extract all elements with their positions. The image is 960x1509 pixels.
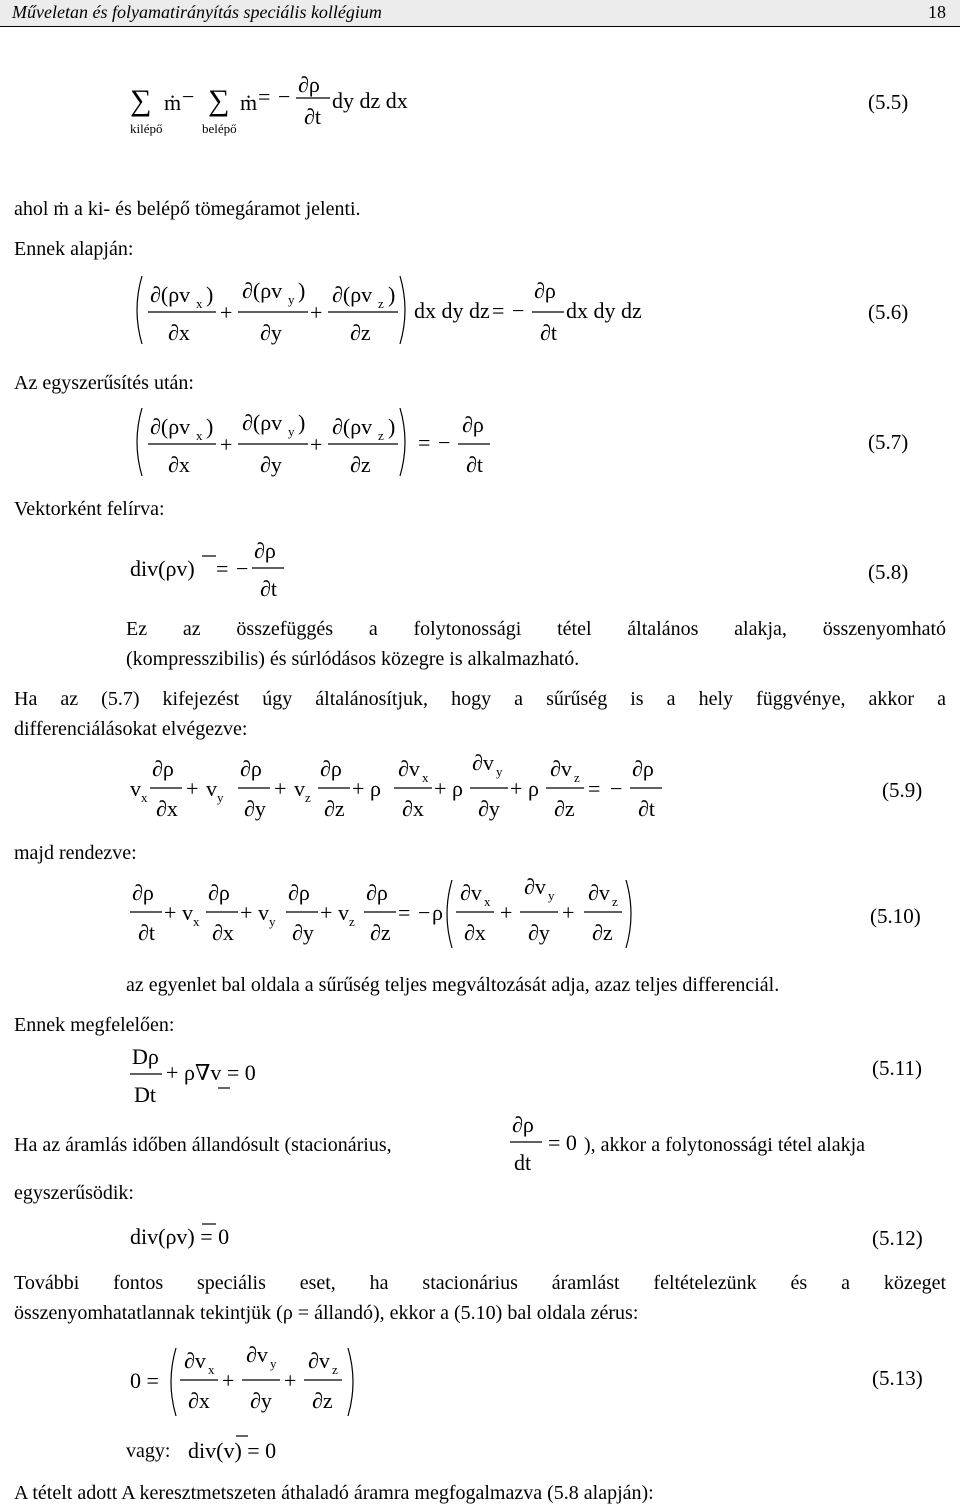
subscript: z	[574, 770, 580, 785]
frac-den: ∂x	[464, 920, 486, 945]
frac-num: ∂v	[184, 1348, 206, 1373]
equation-5-11	[130, 1040, 290, 1110]
frac-num: ∂(ρv	[332, 414, 373, 439]
minus-sign: −	[418, 900, 431, 925]
subscript: z	[349, 914, 355, 929]
text-a-tetelt: A tételt adott A keresztmetszeten áthaladó áramra megfogalmazva (5.8 alapján):	[14, 1482, 654, 1504]
equals-sign: =	[398, 900, 411, 925]
paren: )	[298, 278, 306, 303]
velocity-v: v	[338, 900, 349, 925]
plus-sign: +	[222, 1368, 235, 1393]
frac-num: ∂ρ	[366, 880, 388, 905]
paren: )	[206, 282, 214, 307]
rho: ρ	[528, 776, 539, 801]
subscript: y	[548, 888, 555, 903]
subscript: x	[208, 1362, 215, 1377]
paren-right	[400, 408, 405, 476]
page-number: 18	[928, 2, 946, 22]
frac-den: ∂x	[402, 796, 424, 821]
equation-number: (5.11)	[872, 1056, 922, 1080]
frac-num: ∂ρ	[462, 412, 484, 437]
div-expression: div(ρv)	[130, 556, 195, 581]
frac-den: ∂y	[478, 796, 500, 821]
subscript: z	[612, 894, 618, 909]
frac-num: ∂v	[524, 874, 546, 899]
subscript: y	[496, 764, 503, 779]
frac-den: ∂x	[188, 1388, 210, 1413]
equation-number: (5.9)	[882, 778, 923, 802]
paren-right	[400, 276, 405, 344]
subscript: x	[196, 296, 203, 311]
subscript: x	[193, 914, 200, 929]
equals-sign: =	[418, 430, 431, 455]
paren-left	[137, 408, 142, 476]
frac-num: ∂ρ	[132, 880, 154, 905]
eq-tail: dx dy dz	[566, 298, 642, 323]
paragraph-ez-az	[126, 614, 946, 674]
frac-den: ∂x	[156, 796, 178, 821]
frac-num: ∂(ρv	[150, 414, 191, 439]
eq-tail: = 0	[548, 1130, 577, 1155]
subscript: z	[305, 790, 311, 805]
velocity-v: v	[130, 776, 141, 801]
paren-left	[447, 880, 452, 948]
minus-sign: −	[278, 84, 291, 109]
subscript: y	[288, 424, 295, 439]
equation-number: (5.10)	[870, 904, 921, 928]
subscript: x	[141, 790, 148, 805]
paren: )	[388, 282, 396, 307]
frac-num: ∂ρ	[298, 72, 320, 97]
frac-num: ∂ρ	[152, 756, 174, 781]
subscript: y	[269, 914, 276, 929]
sum-label-belepo: belépő	[202, 121, 237, 136]
frac-den: ∂x	[168, 452, 190, 477]
frac-num: ∂(ρv	[332, 282, 373, 307]
plus-sign: +	[164, 900, 177, 925]
frac-den: ∂z	[312, 1388, 333, 1413]
equation-number: (5.8)	[868, 560, 909, 584]
frac-den: ∂y	[244, 796, 266, 821]
velocity-v: v	[182, 900, 193, 925]
text-ennek-alapjan: Ennek alapján:	[14, 238, 134, 260]
paren-left	[171, 1348, 176, 1416]
plus-sign: +	[352, 776, 365, 801]
rho: ρ	[452, 776, 463, 801]
frac-num: ∂v	[472, 750, 494, 775]
minus-sign: −	[610, 776, 623, 801]
paren-right	[348, 1348, 353, 1416]
text-ahol: ahol ṁ a ki- és belépő tömegáramot jelenti.	[14, 198, 361, 220]
velocity-v: v	[258, 900, 269, 925]
paren: )	[298, 410, 306, 435]
paragraph-line: További fontos speciális eset, ha stacionárius áramlást feltételezünk és a közeget	[14, 1272, 946, 1294]
frac-num: ∂(ρv	[242, 278, 283, 303]
rho: ρ	[370, 776, 381, 801]
frac-den: ∂t	[260, 576, 277, 601]
equation-vagy	[188, 1426, 308, 1466]
subscript: y	[270, 1356, 277, 1371]
frac-den: Dt	[134, 1082, 156, 1107]
mdot: ṁ	[240, 90, 258, 115]
equals-sign: =	[588, 776, 601, 801]
frac-den: ∂x	[212, 920, 234, 945]
frac-den: ∂y	[292, 920, 314, 945]
sum-symbol: ∑	[130, 84, 152, 117]
plus-sign: +	[166, 1060, 179, 1085]
minus-sign: −	[182, 84, 195, 109]
plus-sign: +	[500, 900, 513, 925]
frac-num: ∂ρ	[288, 880, 310, 905]
plus-sign: +	[310, 432, 323, 457]
rho: ρ	[432, 900, 443, 925]
plus-sign: +	[434, 776, 447, 801]
inline-equation-stationary	[508, 1108, 588, 1178]
subscript: x	[196, 428, 203, 443]
equation-5-12	[130, 1214, 290, 1254]
plus-sign: +	[284, 1368, 297, 1393]
text-ha-aramlas-b: ), akkor a folytonossági tétel alakja	[584, 1134, 866, 1156]
plus-sign: +	[186, 776, 199, 801]
equation-5-10	[130, 874, 650, 954]
paragraph-tovabbi	[14, 1268, 946, 1328]
paragraph-ha-az	[14, 684, 946, 744]
text-ennek-megfeleloen: Ennek megfelelően:	[14, 1014, 175, 1036]
plus-sign: +	[220, 300, 233, 325]
minus-sign: −	[512, 298, 525, 323]
text-vagy: vagy:	[126, 1440, 171, 1462]
text-egyszerusodik: egyszerűsödik:	[14, 1182, 134, 1204]
plus-sign: +	[320, 900, 333, 925]
equation-number: (5.6)	[868, 300, 909, 324]
header-title: Műveletan és folyamatirányítás speciális kollégium	[12, 2, 382, 22]
equation-5-7	[132, 402, 492, 482]
minus-sign: −	[236, 556, 249, 581]
frac-den: dt	[514, 1150, 532, 1175]
sum-label-kilepo: kilépő	[130, 121, 163, 136]
frac-den: ∂y	[250, 1388, 272, 1413]
equation-5-6	[132, 270, 642, 350]
plus-sign: +	[240, 900, 253, 925]
frac-num: ∂ρ	[240, 756, 262, 781]
eq-tail: dy dz dx	[332, 88, 408, 113]
equation-5-13	[130, 1342, 370, 1422]
subscript: z	[332, 1362, 338, 1377]
frac-den: ∂t	[304, 104, 321, 129]
paren: )	[388, 414, 396, 439]
subscript: y	[288, 292, 295, 307]
subscript: x	[484, 894, 491, 909]
equation-number: (5.5)	[868, 90, 909, 114]
subscript: z	[378, 428, 384, 443]
paren: )	[206, 414, 214, 439]
paren-left	[137, 276, 142, 344]
equation-5-8	[130, 534, 290, 604]
frac-num: ∂ρ	[254, 538, 276, 563]
frac-num: ∂v	[246, 1342, 268, 1367]
frac-num: ∂(ρv	[150, 282, 191, 307]
frac-num: ∂v	[550, 756, 572, 781]
eq-tail: ρ∇v = 0	[184, 1060, 256, 1085]
frac-den: ∂z	[350, 452, 371, 477]
paragraph-line: összenyomhatatlannak tekintjük (ρ = állandó), ekkor a (5.10) bal oldala zérus:	[14, 1302, 639, 1324]
frac-num: ∂v	[398, 756, 420, 781]
page-header	[0, 0, 960, 27]
frac-num: ∂ρ	[208, 880, 230, 905]
equals-sign: =	[216, 556, 229, 581]
plus-sign: +	[510, 776, 523, 801]
frac-num: ∂v	[308, 1348, 330, 1373]
frac-num: ∂ρ	[632, 756, 654, 781]
mdot: ṁ	[164, 90, 182, 115]
zero-lhs: 0 =	[130, 1368, 159, 1393]
plus-sign: +	[274, 776, 287, 801]
frac-den: ∂z	[370, 920, 391, 945]
frac-num: ∂v	[460, 880, 482, 905]
equals-sign: =	[492, 298, 505, 323]
equation-number: (5.12)	[872, 1226, 923, 1250]
frac-den: ∂x	[168, 320, 190, 345]
eq-tail: dx dy dz	[414, 298, 490, 323]
frac-num: ∂v	[588, 880, 610, 905]
frac-num: Dρ	[132, 1044, 159, 1069]
frac-num: ∂ρ	[512, 1112, 534, 1137]
frac-num: ∂(ρv	[242, 410, 283, 435]
frac-den: ∂t	[540, 320, 557, 345]
text-vektorkent: Vektorként felírva:	[14, 498, 165, 520]
frac-den: ∂z	[324, 796, 345, 821]
equation-5-5	[130, 72, 430, 138]
sum-symbol: ∑	[208, 84, 230, 117]
minus-sign: −	[438, 430, 451, 455]
subscript: y	[217, 790, 224, 805]
frac-den: ∂z	[554, 796, 575, 821]
subscript: z	[378, 296, 384, 311]
frac-den: ∂y	[260, 320, 282, 345]
text-az-egyenlet: az egyenlet bal oldala a sűrűség teljes megváltozását adja, azaz teljes differenciál.	[126, 974, 780, 996]
plus-sign: +	[220, 432, 233, 457]
frac-num: ∂ρ	[320, 756, 342, 781]
equation-number: (5.7)	[868, 430, 909, 454]
frac-den: ∂z	[350, 320, 371, 345]
frac-den: ∂t	[466, 452, 483, 477]
text-egyszerusites: Az egyszerűsítés után:	[14, 372, 194, 394]
div-expression: div(v) = 0	[188, 1438, 277, 1463]
frac-den: ∂y	[260, 452, 282, 477]
frac-den: ∂t	[638, 796, 655, 821]
paragraph-line: Ez az összefüggés a folytonossági tétel általános alakja, összenyomható	[126, 618, 946, 640]
frac-den: ∂t	[138, 920, 155, 945]
text-majd-rendezve: majd rendezve:	[14, 842, 137, 864]
velocity-v: v	[294, 776, 305, 801]
velocity-v: v	[206, 776, 217, 801]
paren-right	[626, 880, 631, 948]
frac-den: ∂z	[592, 920, 613, 945]
div-expression: div(ρv) = 0	[130, 1224, 230, 1249]
equation-5-9	[130, 750, 670, 826]
equals-sign: =	[258, 84, 271, 109]
paragraph-line: differenciálásokat elvégezve:	[14, 718, 248, 740]
text-ha-aramlas-a: Ha az áramlás időben állandósult (stacionárius,	[14, 1134, 392, 1156]
paragraph-line: Ha az (5.7) kifejezést úgy általánosítjuk, hogy a sűrűség is a hely függvénye, akkor a	[14, 688, 946, 710]
subscript: x	[422, 770, 429, 785]
frac-num: ∂ρ	[534, 278, 556, 303]
paragraph-line: (kompresszibilis) és súrlódásos közegre is alkalmazható.	[126, 648, 580, 670]
plus-sign: +	[562, 900, 575, 925]
equation-number: (5.13)	[872, 1366, 923, 1390]
frac-den: ∂y	[528, 920, 550, 945]
plus-sign: +	[310, 300, 323, 325]
